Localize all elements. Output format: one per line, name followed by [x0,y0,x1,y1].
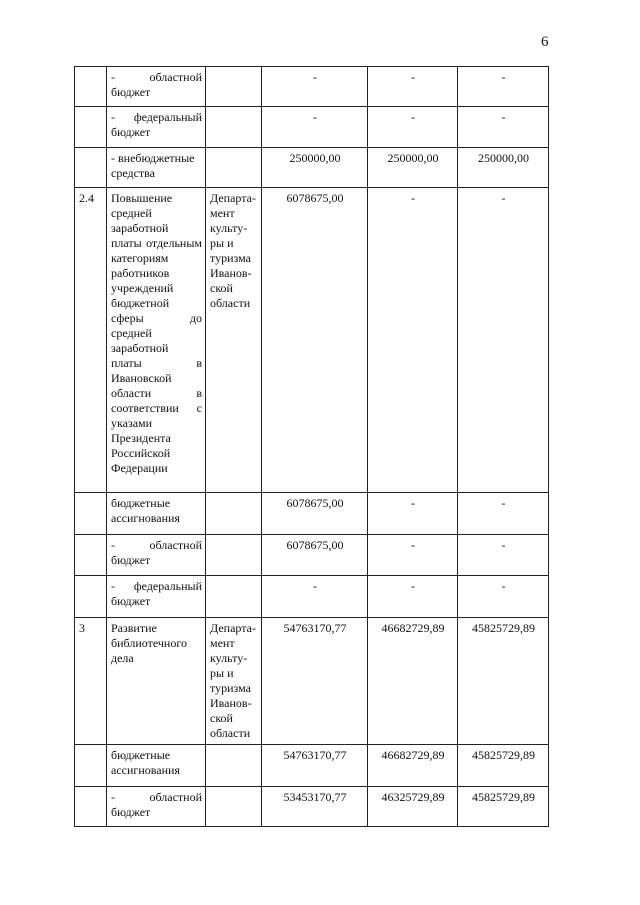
row-executor [206,787,262,827]
row-number [75,67,107,107]
row-number [75,148,107,188]
row-value-3: - [458,67,549,107]
row-value-2: - [368,188,458,493]
row-value-3: - [458,107,549,148]
budget-table [74,66,549,827]
row-value-1: 6078675,00 [262,493,368,535]
row-name: Развитие библиотечного дела [107,618,206,745]
row-value-2: - [368,576,458,618]
table-row [75,618,549,745]
table-row [75,67,549,107]
row-value-2: 250000,00 [368,148,458,188]
row-number [75,107,107,148]
row-executor [206,107,262,148]
row-number [75,745,107,787]
row-value-1: - [262,67,368,107]
row-name-line1: федеральный [133,110,202,124]
row-name-line1: областной [149,70,202,84]
dash-marker: - [111,790,115,804]
row-name-line2: бюджет [111,125,151,139]
row-value-3: 45825729,89 [458,787,549,827]
row-value-1: 54763170,77 [262,618,368,745]
table-row [75,787,549,827]
row-number [75,535,107,576]
row-number [75,576,107,618]
row-value-2: - [368,493,458,535]
row-name-line2: бюджет [111,805,151,819]
row-value-2: 46325729,89 [368,787,458,827]
row-number: 2.4 [75,188,107,493]
dash-marker: - [111,579,115,593]
dash-marker: - [111,70,115,84]
table-row [75,188,549,493]
row-number: 3 [75,618,107,745]
row-executor: Департа-мент культу-ры и туризма Иванов-ской области [206,618,262,745]
row-name-line2: бюджет [111,85,151,99]
row-value-1: 54763170,77 [262,745,368,787]
row-name [107,107,206,148]
row-name-line1: федеральный [133,579,202,593]
table-row [75,148,549,188]
row-name: Повышение средней заработной платы отдельным категориям работников учреждений бюджетной сферы до средней заработной платы в Ивановской области в соответствии с указами Президента Российской Федерации [107,188,206,493]
row-name-line2: бюджет [111,594,151,608]
row-name: бюджетные ассигнования [107,745,206,787]
row-executor [206,745,262,787]
row-value-3: - [458,576,549,618]
row-value-1: 6078675,00 [262,535,368,576]
row-executor [206,576,262,618]
row-name-line1: областной [149,790,202,804]
row-value-3: - [458,493,549,535]
row-value-1: 6078675,00 [262,188,368,493]
row-executor [206,67,262,107]
row-value-3: 45825729,89 [458,618,549,745]
row-value-3: 250000,00 [458,148,549,188]
row-value-3: 45825729,89 [458,745,549,787]
row-value-3: - [458,535,549,576]
row-name [107,67,206,107]
row-executor [206,148,262,188]
row-value-1: 53453170,77 [262,787,368,827]
row-number [75,493,107,535]
row-value-2: - [368,67,458,107]
row-name-line2: бюджет [111,553,151,567]
row-name-line1: областной [149,538,202,552]
row-name [107,576,206,618]
dash-marker: - [111,538,115,552]
row-executor [206,535,262,576]
row-value-2: - [368,107,458,148]
row-name: - внебюджетные средства [107,148,206,188]
dash-marker: - [111,110,115,124]
row-name [107,535,206,576]
table-row [75,745,549,787]
row-executor: Департа-мент культу-ры и туризма Иванов-ской области [206,188,262,493]
row-value-1: 250000,00 [262,148,368,188]
row-value-1: - [262,576,368,618]
table-row [75,576,549,618]
page-number: 6 [541,34,549,50]
row-value-2: 46682729,89 [368,618,458,745]
row-executor [206,493,262,535]
table-row [75,535,549,576]
table-row [75,107,549,148]
row-number [75,787,107,827]
row-name [107,787,206,827]
row-value-1: - [262,107,368,148]
row-name: бюджетные ассигнования [107,493,206,535]
row-value-2: 46682729,89 [368,745,458,787]
row-value-2: - [368,535,458,576]
table-row [75,493,549,535]
row-value-3: - [458,188,549,493]
